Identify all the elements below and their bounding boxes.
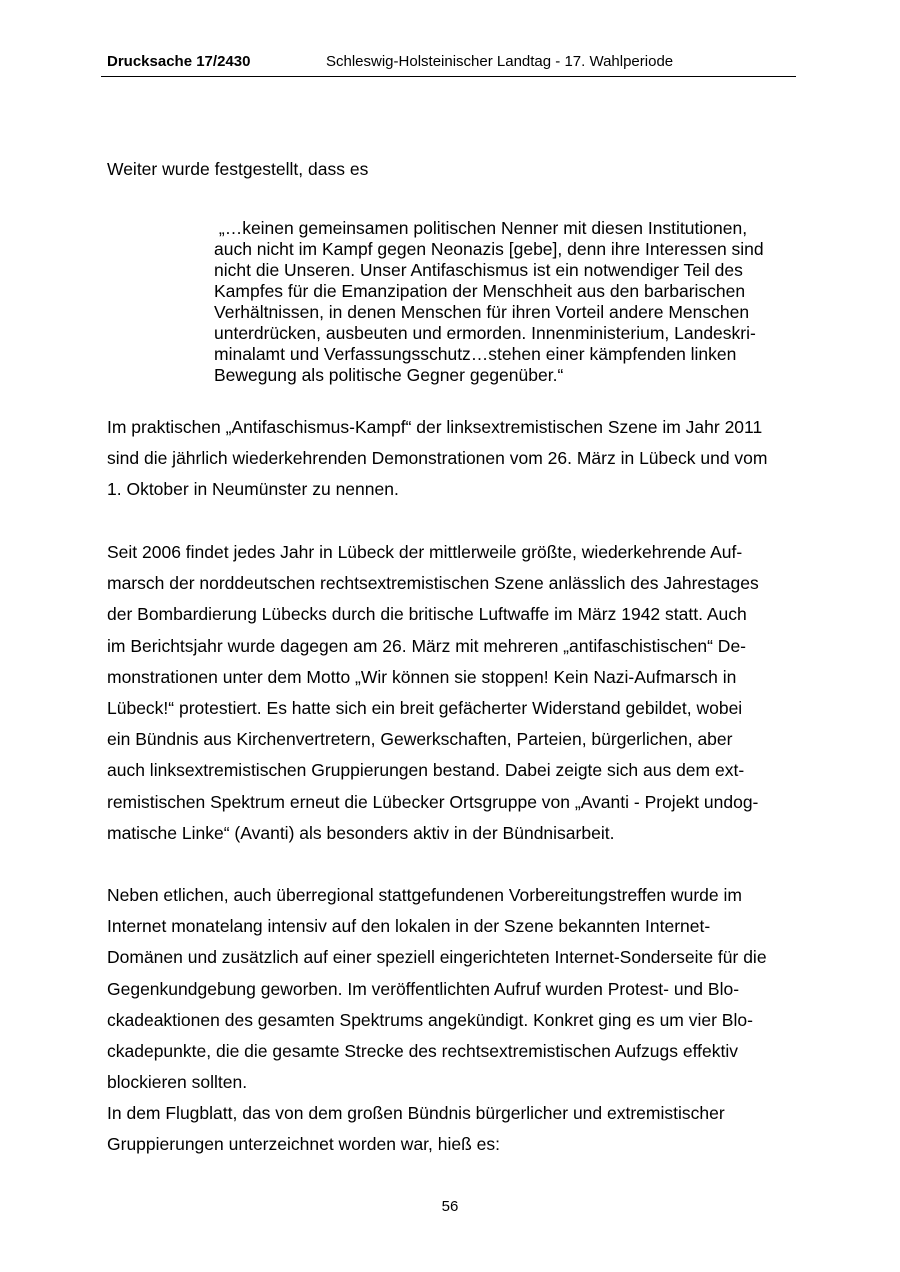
paragraph-line: Im praktischen „Antifaschismus-Kampf“ der linksextremistischen Szene im Jahr 2011 — [107, 417, 763, 437]
paragraph-line: Gruppierungen unterzeichnet worden war, hieß es: — [107, 1134, 501, 1155]
paragraph-line: Gegenkundgebung geworben. Im veröffentlichten Aufruf wurden Protest- und Blo- — [107, 978, 740, 999]
page-number: 56 — [441, 1198, 459, 1215]
quote-line: „…keinen gemeinsamen politischen Nenner mit diesen Institutionen, — [214, 218, 748, 238]
document-number: Drucksache 17/2430 — [107, 53, 251, 70]
paragraph-line: Lübeck!“ protestiert. Es hatte sich ein breit gefächerter Widerstand gebildet, wobei — [107, 698, 743, 719]
paragraph-line: matische Linke“ (Avanti) als besonders aktiv in der Bündnisarbeit. — [107, 822, 615, 843]
block-quote — [214, 218, 794, 386]
paragraph-line: Neben etlichen, auch überregional stattgefundenen Vorbereitungstreffen wurde im — [107, 885, 742, 905]
intro-sentence: Weiter wurde festgestellt, dass es — [107, 159, 369, 179]
paragraph-luebeck-march — [107, 537, 797, 849]
quote-line: auch nicht im Kampf gegen Neonazis [gebe], denn ihre Interessen sind — [214, 239, 764, 259]
paragraph-line: Domänen und zusätzlich auf einer speziell eingerichteten Internet-Sonderseite für die — [107, 947, 767, 968]
paragraph-line: 1. Oktober in Neumünster zu nennen. — [107, 479, 399, 500]
paragraph-line: ckadeaktionen des gesamten Spektrums angekündigt. Konkret ging es um vier Blo- — [107, 1009, 753, 1030]
paragraph-internet-mobilization — [107, 880, 797, 1098]
paragraph-line: Seit 2006 findet jedes Jahr in Lübeck der mittlerweile größte, wiederkehrende Auf- — [107, 542, 743, 562]
parliament-title: Schleswig-Holsteinischer Landtag - 17. Wahlperiode — [326, 53, 674, 70]
paragraph-line: monstrationen unter dem Motto „Wir können sie stoppen! Kein Nazi-Aufmarsch in — [107, 666, 737, 687]
paragraph-line: blockieren sollten. — [107, 1072, 248, 1093]
paragraph-line: auch linksextremistischen Gruppierungen bestand. Dabei zeigte sich aus dem ext- — [107, 760, 745, 781]
header-divider — [101, 76, 796, 77]
paragraph-flyer — [107, 1098, 797, 1160]
paragraph-line: Internet monatelang intensiv auf den lokalen in der Szene bekannten Internet- — [107, 916, 711, 937]
paragraph-line: im Berichtsjahr wurde dagegen am 26. März mit mehreren „antifaschistischen“ De- — [107, 635, 747, 656]
paragraph-line: sind die jährlich wiederkehrenden Demonstrationen vom 26. März in Lübeck und vom — [107, 448, 768, 469]
paragraph-line: ckadepunkte, die die gesamte Strecke des rechtsextremistischen Aufzugs effektiv — [107, 1041, 738, 1062]
paragraph-line: marsch der norddeutschen rechtsextremistischen Szene anlässlich des Jahrestages — [107, 573, 759, 594]
paragraph-antifa-demonstrations — [107, 412, 797, 506]
quote-line: Kampfes für die Emanzipation der Menschheit aus den barbarischen — [214, 281, 746, 301]
paragraph-line: ein Bündnis aus Kirchenvertretern, Gewerkschaften, Parteien, bürgerlichen, aber — [107, 729, 733, 750]
quote-line: minalamt und Verfassungsschutz…stehen einer kämpfenden linken — [214, 344, 737, 364]
quote-line: Verhältnissen, in denen Menschen für ihren Vorteil andere Menschen — [214, 302, 750, 322]
quote-line: unterdrücken, ausbeuten und ermorden. Innenministerium, Landeskri- — [214, 323, 756, 343]
paragraph-line: remistischen Spektrum erneut die Lübecker Ortsgruppe von „Avanti - Projekt undog- — [107, 791, 759, 812]
quote-line: Bewegung als politische Gegner gegenüber.“ — [214, 365, 564, 385]
paragraph-line: der Bombardierung Lübecks durch die britische Luftwaffe im März 1942 statt. Auch — [107, 604, 747, 625]
quote-line: nicht die Unseren. Unser Antifaschismus ist ein notwendiger Teil des — [214, 260, 743, 280]
paragraph-line: In dem Flugblatt, das von dem großen Bündnis bürgerlicher und extremistischer — [107, 1103, 725, 1123]
